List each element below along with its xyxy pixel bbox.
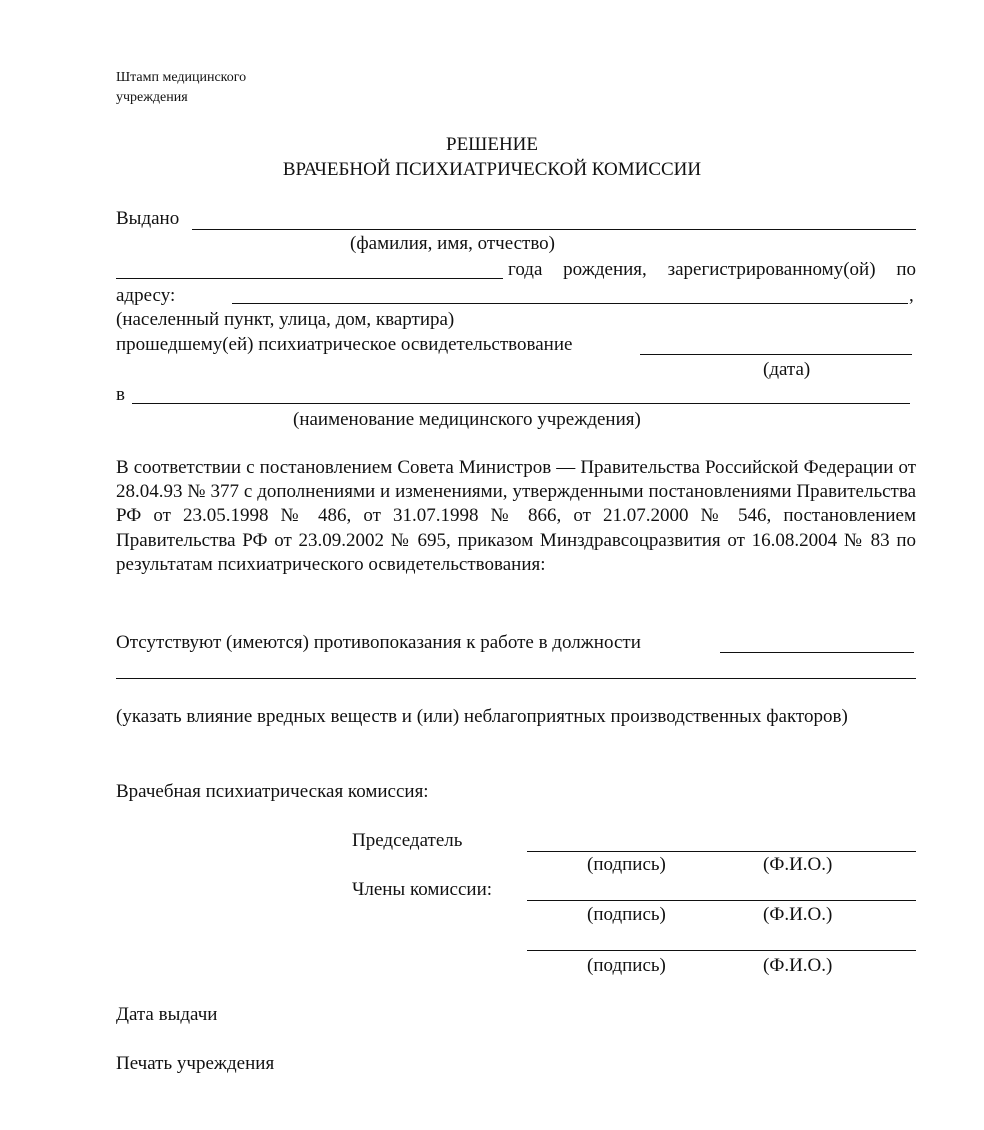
signature-hint: (подпись) [587,854,666,875]
issued-label: Выдано [116,208,180,229]
seal-label: Печать учреждения [116,1053,275,1074]
member2-signature-line[interactable] [527,950,916,951]
title: РЕШЕНИЕ [446,134,538,155]
members-label: Члены комиссии: [352,879,493,900]
issue-date-label: Дата выдачи [116,1004,218,1025]
address-line[interactable] [232,303,908,304]
name-line[interactable] [192,229,916,230]
stamp-label-line1: Штамп медицинского [116,70,247,85]
date-hint: (дата) [763,359,811,380]
name-hint: (Ф.И.О.) [763,854,833,875]
name-hint: (Ф.И.О.) [763,904,833,925]
institution-line[interactable] [132,403,910,404]
comma: , [909,285,914,306]
chairman-label: Председатель [352,830,463,851]
contra-label: Отсутствуют (имеются) противопоказания к работе в должности [116,632,641,653]
birth-year-line[interactable] [116,278,503,279]
in-label: в [116,384,125,405]
signature-hint: (подпись) [587,904,666,925]
date-line[interactable] [640,354,912,355]
commission-label: Врачебная психиатрическая комиссия: [116,781,429,802]
legal-paragraph: В соответствии с постановлением Совета Министров — Правительства Российской Федерации от 28.04.93 № 377 с дополнениями и изменениями, утвержденными постановлениями Правительства РФ от 23.05.1998 № 486, от 31.07.1998 № 866, от 21.07.2000 № 546, постановлением Правительства РФ от 23.09.2002 № 695, приказом Минздравсоцразвития от 16.08.2004 № 83 по результатам психиатрического освидетельствования: [116,457,916,575]
position-line-2[interactable] [116,678,916,679]
position-line[interactable] [720,652,914,653]
member1-signature-line[interactable] [527,900,916,901]
fio-hint: (фамилия, имя, отчество) [350,233,556,254]
subtitle: ВРАЧЕБНОЙ ПСИХИАТРИЧЕСКОЙ КОМИССИИ [282,159,702,180]
chairman-signature-line[interactable] [527,851,916,852]
birth-label: года рождения, зарегистрированному(ой) по [508,259,916,280]
factors-hint: (указать влияние вредных веществ и (или) неблагоприятных производственных факторов) [116,706,848,727]
name-hint: (Ф.И.О.) [763,955,833,976]
address-label: адресу: [116,285,176,306]
address-hint: (населенный пункт, улица, дом, квартира) [116,309,455,330]
passed-label: прошедшему(ей) психиатрическое освидетельствование [116,334,573,355]
signature-hint: (подпись) [587,955,666,976]
stamp-label-line2: учреждения [116,90,188,105]
institution-hint: (наименование медицинского учреждения) [293,409,641,430]
